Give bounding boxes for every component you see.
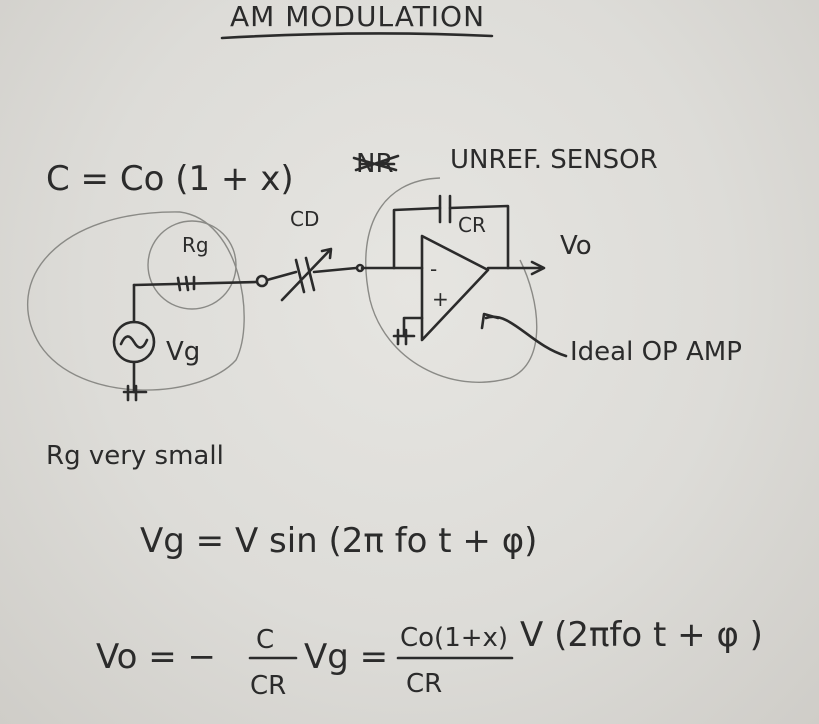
eq-frac1-den: CR	[250, 671, 287, 701]
note-rg-small: Rg very small	[46, 441, 224, 471]
eq-frac2-num: Co(1+x)	[400, 623, 509, 653]
eq-mid: Vg =	[304, 637, 389, 677]
node-terminal	[257, 276, 267, 286]
eq-vo-lhs: Vo = −	[96, 637, 217, 677]
sine-icon	[121, 336, 147, 347]
eq-vo-rhs: V (2πfo t + φ )	[520, 615, 763, 655]
label-ideal-op-amp: Ideal OP AMP	[570, 337, 742, 367]
sensor-label: UNREF. SENSOR	[450, 145, 658, 175]
circuit	[114, 196, 566, 400]
diagram-title: AM MODULATION	[230, 0, 486, 33]
generator-circle-outline	[28, 212, 245, 390]
label-cd: CD	[290, 207, 320, 231]
label-vo: Vo	[560, 231, 592, 261]
equation-vo	[96, 615, 763, 701]
capacitance-formula: C = Co (1 + x)	[46, 159, 294, 199]
ideal-opamp-pointer	[486, 317, 566, 356]
op-minus-sign: -	[430, 257, 438, 281]
svg-text:NR: NR	[356, 149, 394, 179]
source-ground	[124, 386, 146, 400]
label-cr: CR	[458, 213, 486, 237]
sensor-label-scratched	[354, 149, 398, 179]
eq-frac2-den: CR	[406, 669, 443, 699]
equation-vg: Vg = V sin (2π fo t + φ)	[140, 521, 538, 561]
title-underline	[222, 33, 492, 38]
op-plus-sign: +	[432, 287, 449, 311]
eq-frac1-num: C	[256, 625, 275, 655]
feedback-capacitor-cr	[440, 196, 450, 222]
label-vg: Vg	[166, 337, 201, 367]
label-rg: Rg	[182, 233, 209, 257]
